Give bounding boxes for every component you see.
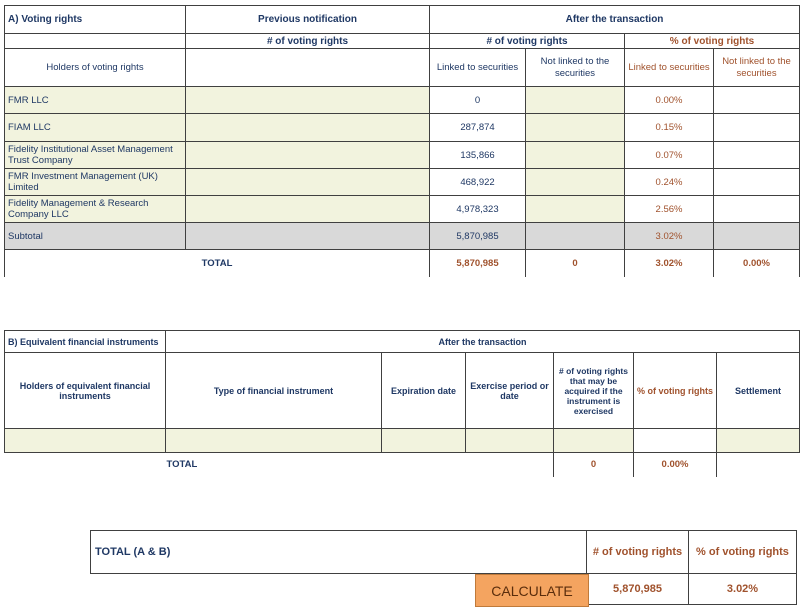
after-num-voting-header: # of voting rights — [430, 34, 625, 49]
total-ab-num-value: 5,870,985 — [587, 574, 689, 605]
total-linked: 5,870,985 — [430, 250, 526, 277]
linked-value[interactable]: 287,874 — [430, 114, 526, 142]
subtotal-linked: 5,870,985 — [430, 223, 526, 250]
holder-name[interactable]: Fidelity Management & Research Company LLC — [5, 196, 186, 223]
pct-not-linked-value — [714, 142, 800, 169]
pct-linked-header: Linked to securities — [625, 49, 714, 87]
subtotal-label: Subtotal — [5, 223, 186, 250]
holders-header: Holders of voting rights — [5, 49, 186, 87]
holder-name[interactable]: FIAM LLC — [5, 114, 186, 142]
pct-linked-value: 0.07% — [625, 142, 714, 169]
linked-header: Linked to securities — [430, 49, 526, 87]
holder-name[interactable]: Fidelity Institutional Asset Management Trust Company — [5, 142, 186, 169]
section-b-total-pct: 0.00% — [634, 453, 717, 477]
total-not-linked: 0 — [526, 250, 625, 277]
after-pct-voting-header: % of voting rights — [625, 34, 800, 49]
total-pct-not-linked: 0.00% — [714, 250, 800, 277]
linked-value[interactable]: 0 — [430, 87, 526, 114]
not-linked-input[interactable] — [526, 87, 625, 114]
not-linked-header: Not linked to the securities — [526, 49, 625, 87]
table-row — [5, 114, 800, 142]
prev-voting-input[interactable] — [186, 114, 430, 142]
linked-value[interactable]: 135,866 — [430, 142, 526, 169]
subtotal-pct-linked: 3.02% — [625, 223, 714, 250]
not-linked-input[interactable] — [526, 142, 625, 169]
table-row — [5, 169, 800, 196]
pct-not-linked-value — [714, 169, 800, 196]
holder-name[interactable]: FMR Investment Management (UK) Limited — [5, 169, 186, 196]
not-linked-input[interactable] — [526, 114, 625, 142]
total-ab-pct-header: % of voting rights — [689, 531, 797, 574]
prev-voting-input[interactable] — [186, 87, 430, 114]
total-row — [5, 453, 800, 477]
type-input[interactable] — [166, 429, 382, 453]
table-row — [5, 87, 800, 114]
col-expiration-header: Expiration date — [382, 353, 466, 429]
prev-num-voting-header: # of voting rights — [186, 34, 430, 49]
total-row — [5, 250, 800, 277]
section-a-title: A) Voting rights — [5, 6, 186, 34]
pct-not-linked-value — [714, 196, 800, 223]
pct-not-linked-value — [714, 114, 800, 142]
pct-not-linked-value — [714, 87, 800, 114]
total-ab-pct-value: 3.02% — [689, 574, 797, 605]
pct-linked-value: 0.15% — [625, 114, 714, 142]
pct-linked-value: 2.56% — [625, 196, 714, 223]
col-pct-header: % of voting rights — [634, 353, 717, 429]
expiration-input[interactable] — [382, 429, 466, 453]
col-holders-header: Holders of equivalent financial instruments — [5, 353, 166, 429]
col-settlement-header: Settlement — [717, 353, 800, 429]
settlement-input[interactable] — [717, 429, 800, 453]
col-type-header: Type of financial instrument — [166, 353, 382, 429]
col-acquired-header: # of voting rights that may be acquired if the instrument is exercised — [554, 353, 634, 429]
pct-linked-value: 0.00% — [625, 87, 714, 114]
linked-value[interactable]: 4,978,323 — [430, 196, 526, 223]
prev-voting-input[interactable] — [186, 196, 430, 223]
acquired-input[interactable] — [554, 429, 634, 453]
linked-value[interactable]: 468,922 — [430, 169, 526, 196]
pct-not-linked-header: Not linked to the securities — [714, 49, 800, 87]
voting-rights-table — [4, 5, 800, 277]
table-row — [5, 196, 800, 223]
total-ab-title: TOTAL (A & B) — [91, 531, 587, 574]
total-ab-num-header: # of voting rights — [587, 531, 689, 574]
holder-name[interactable]: FMR LLC — [5, 87, 186, 114]
prev-voting-input[interactable] — [186, 142, 430, 169]
section-b-total-acquired: 0 — [554, 453, 634, 477]
total-ab-table — [90, 530, 797, 605]
not-linked-input[interactable] — [526, 169, 625, 196]
equivalent-instruments-table — [4, 330, 800, 477]
section-b-title: B) Equivalent financial instruments — [5, 331, 166, 353]
subtotal-row — [5, 223, 800, 250]
not-linked-input[interactable] — [526, 196, 625, 223]
section-b-after-header: After the transaction — [166, 331, 800, 353]
after-transaction-header: After the transaction — [430, 6, 800, 34]
holder-input[interactable] — [5, 429, 166, 453]
pct-linked-value: 0.24% — [625, 169, 714, 196]
table-row — [5, 429, 800, 453]
table-row — [5, 142, 800, 169]
total-pct-linked: 3.02% — [625, 250, 714, 277]
exercise-input[interactable] — [466, 429, 554, 453]
total-label: TOTAL — [5, 250, 430, 277]
calculate-button[interactable]: CALCULATE — [475, 574, 589, 607]
pct-value — [634, 429, 717, 453]
prev-notification-header: Previous notification — [186, 6, 430, 34]
section-b-total-label: TOTAL — [166, 459, 198, 471]
prev-voting-input[interactable] — [186, 169, 430, 196]
col-exercise-header: Exercise period or date — [466, 353, 554, 429]
